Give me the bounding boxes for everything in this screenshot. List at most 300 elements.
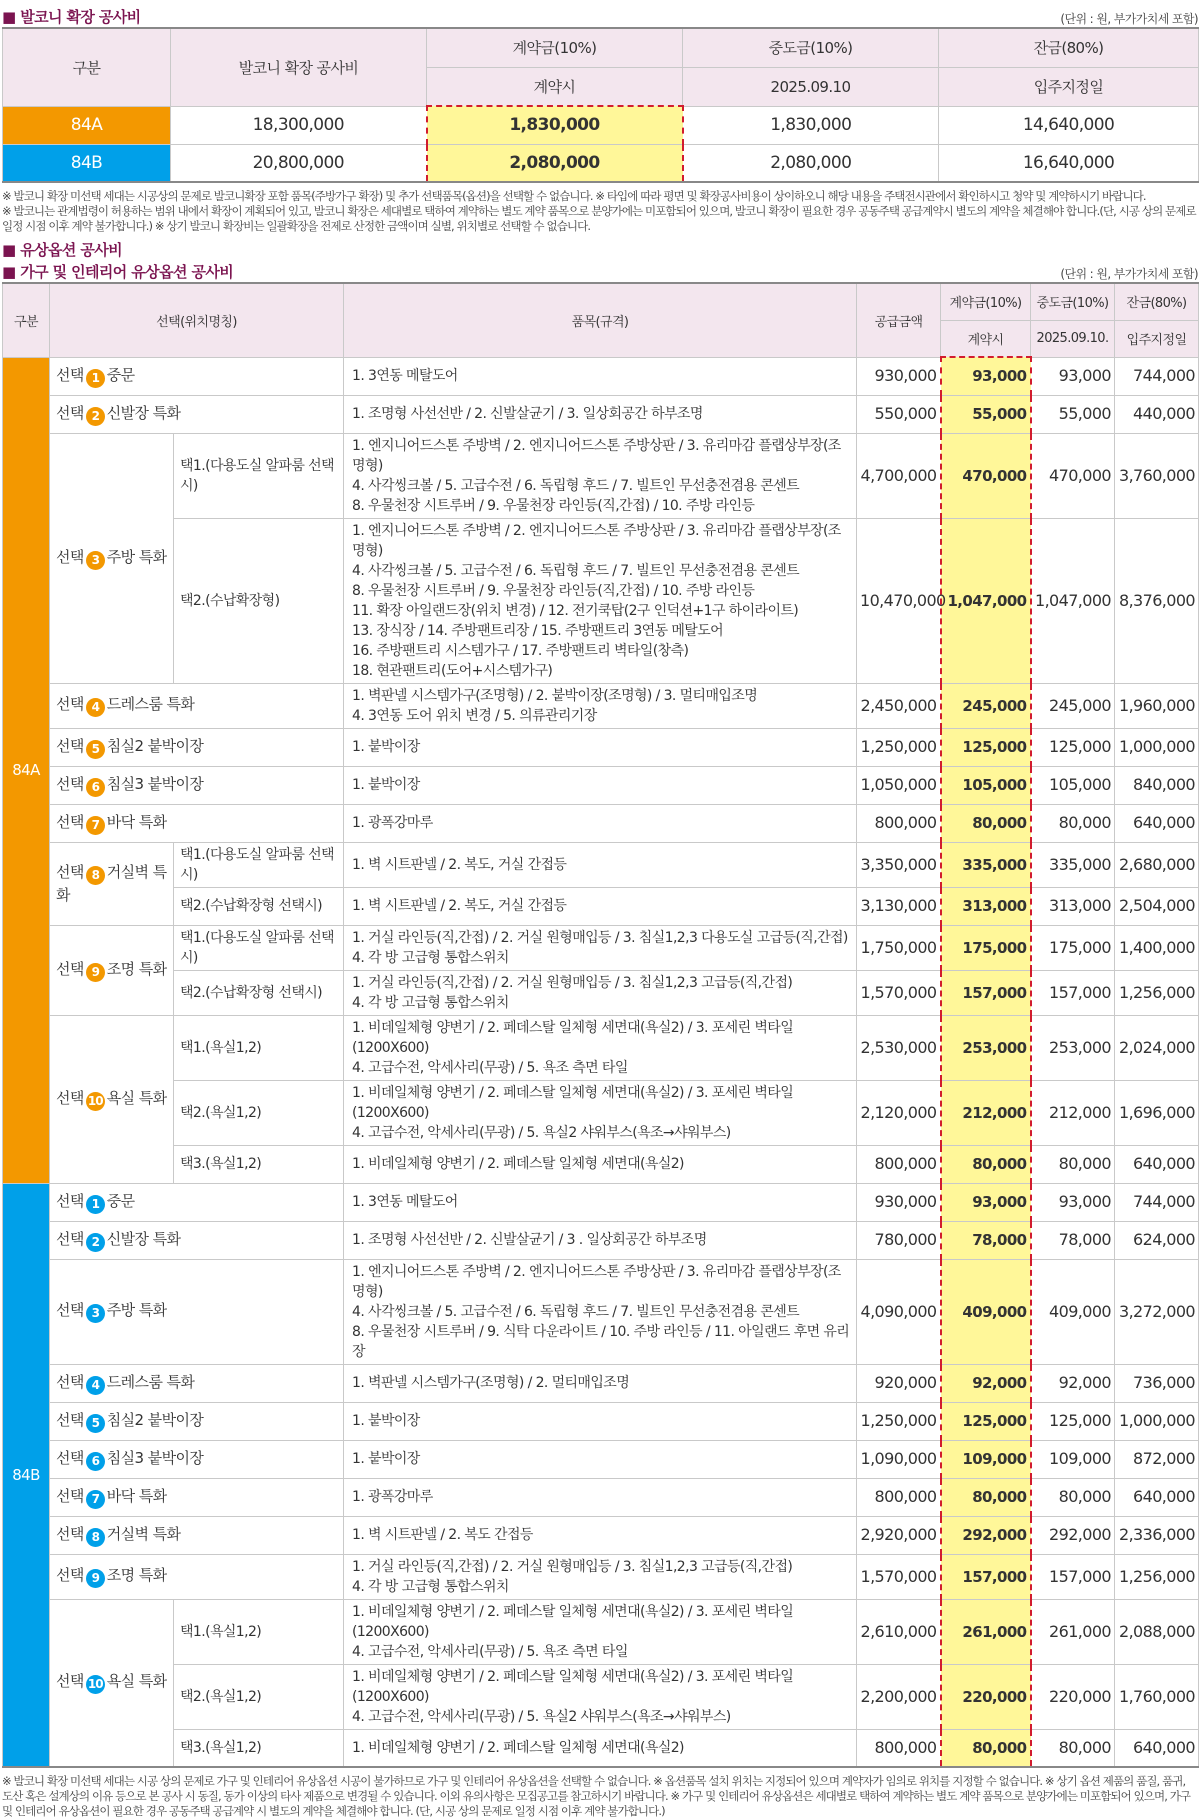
option-prefix: 선택 — [56, 1301, 84, 1319]
table-row — [3, 1402, 1199, 1440]
option-name: 신발장 특화 — [106, 1229, 181, 1248]
spec-line: 1. 비데일체형 양변기 / 2. 페데스탈 일체형 세면대(욕실2) — [352, 1156, 684, 1172]
middle-cell: 92,000 — [1031, 1364, 1115, 1402]
spec-line: 1. 거실 라인등(직,간접) / 2. 거실 원형매입등 / 3. 침실1,2,3 고급등(직,간접) — [352, 1558, 793, 1575]
header-deposit-when: 계약시 — [427, 67, 683, 106]
spec-cell — [344, 1599, 857, 1664]
header-spec: 품목(규격) — [344, 283, 857, 357]
option-name: 중문 — [106, 365, 135, 384]
option-name-cell — [50, 925, 174, 1015]
option-name: 침실2 붙박이장 — [106, 736, 204, 755]
option-number-badge: 3 — [86, 551, 105, 570]
header-middle-when: 2025.09.10 — [683, 67, 939, 106]
spec-cell — [344, 1664, 857, 1729]
middle-cell: 80,000 — [1031, 1145, 1115, 1183]
supply-cell: 3,350,000 — [857, 842, 941, 887]
spec-line: 4. 3연동 도어 위치 변경 / 5. 의류관리기장 — [352, 707, 597, 724]
header-type: 구분 — [3, 28, 171, 106]
supply-cell: 930,000 — [857, 357, 941, 395]
deposit-cell: 105,000 — [941, 766, 1031, 804]
balance-cell: 2,680,000 — [1115, 842, 1199, 887]
option-prefix: 선택 — [56, 1566, 84, 1584]
header-middle: 중도금(10%) — [683, 28, 939, 67]
table-row — [3, 970, 1199, 1015]
option-sub-cell: 택2.(수납확장형 선택시) — [174, 887, 344, 925]
spec-cell — [344, 395, 857, 433]
spec-cell — [344, 925, 857, 970]
middle-cell: 125,000 — [1031, 728, 1115, 766]
option-sub-cell: 택3.(욕실1,2) — [174, 1145, 344, 1183]
table-row — [3, 887, 1199, 925]
supply-cell: 2,450,000 — [857, 683, 941, 728]
header-cost: 발코니 확장 공사비 — [171, 28, 427, 106]
supply-cell: 2,610,000 — [857, 1599, 941, 1664]
spec-line: 1. 거실 라인등(직,간접) / 2. 거실 원형매입등 / 3. 침실1,2,3 다용도실 고급등(직,간접) — [352, 929, 848, 946]
deposit-cell: 92,000 — [941, 1364, 1031, 1402]
spec-cell — [344, 1015, 857, 1080]
header-deposit: 계약금(10%) — [427, 28, 683, 67]
option-sub-cell: 택2.(욕실1,2) — [174, 1080, 344, 1145]
option-name-cell — [50, 1599, 174, 1767]
option-name-cell — [50, 1402, 344, 1440]
type-cell: 84A — [3, 106, 171, 144]
table-row — [3, 683, 1199, 728]
balance-cell: 640,000 — [1115, 1145, 1199, 1183]
spec-line: 1. 붙박이장 — [352, 739, 420, 755]
spec-line: 1. 조명형 사선선반 / 2. 신발살균기 / 3. 일상회공간 하부조명 — [352, 406, 703, 422]
options-cost-table — [2, 282, 1199, 1768]
balance-cell: 640,000 — [1115, 1729, 1199, 1767]
spec-line: 1. 벽판넬 시스템가구(조명형) / 2. 멀티매입조명 — [352, 1375, 630, 1391]
balance-cell: 440,000 — [1115, 395, 1199, 433]
spec-cell — [344, 766, 857, 804]
deposit-cell: 2,080,000 — [427, 144, 683, 182]
header-balance-when: 입주지정일 — [1115, 320, 1199, 357]
middle-cell: 55,000 — [1031, 395, 1115, 433]
deposit-cell: 175,000 — [941, 925, 1031, 970]
balance-cell: 14,640,000 — [939, 106, 1199, 144]
option-name: 거실벽 특화 — [56, 863, 167, 904]
supply-cell: 2,120,000 — [857, 1080, 941, 1145]
spec-line: 1. 비데일체형 양변기 / 2. 페데스탈 일체형 세면대(욕실2) / 3. 포세린 벽타일(1200X600) — [352, 1603, 794, 1640]
option-prefix: 선택 — [56, 1524, 84, 1543]
option-prefix: 선택 — [56, 1372, 84, 1391]
balance-cell: 872,000 — [1115, 1440, 1199, 1478]
balance-cell: 1,000,000 — [1115, 1402, 1199, 1440]
deposit-cell: 157,000 — [941, 1554, 1031, 1599]
type-cell: 84B — [3, 1183, 50, 1767]
table-row — [3, 1729, 1199, 1767]
spec-cell — [344, 1364, 857, 1402]
balance-cell: 840,000 — [1115, 766, 1199, 804]
header-middle: 중도금(10%) — [1031, 283, 1115, 320]
supply-cell: 1,570,000 — [857, 970, 941, 1015]
balance-cell: 640,000 — [1115, 1478, 1199, 1516]
option-name-cell — [50, 1364, 344, 1402]
spec-cell — [344, 1183, 857, 1221]
middle-cell: 313,000 — [1031, 887, 1115, 925]
spec-line: 1. 붙박이장 — [352, 1413, 420, 1429]
option-number-badge: 5 — [86, 740, 105, 759]
option-name: 드레스룸 특화 — [106, 1372, 195, 1391]
deposit-cell: 80,000 — [941, 804, 1031, 842]
option-name: 중문 — [106, 1191, 135, 1210]
middle-cell: 157,000 — [1031, 970, 1115, 1015]
spec-cell — [344, 887, 857, 925]
table-row — [3, 106, 1199, 144]
cost-cell: 18,300,000 — [171, 106, 427, 144]
middle-cell: 175,000 — [1031, 925, 1115, 970]
supply-cell: 3,130,000 — [857, 887, 941, 925]
supply-cell: 2,530,000 — [857, 1015, 941, 1080]
option-sub-cell: 택1.(욕실1,2) — [174, 1599, 344, 1664]
supply-cell: 550,000 — [857, 395, 941, 433]
spec-cell — [344, 1440, 857, 1478]
option-sub-cell: 택1.(욕실1,2) — [174, 1015, 344, 1080]
spec-line: 4. 고급수전, 악세사리(무광) / 5. 욕실2 샤워부스(욕조→샤워부스) — [352, 1708, 731, 1725]
option-prefix: 선택 — [56, 774, 84, 793]
deposit-cell: 1,047,000 — [941, 518, 1031, 683]
table-row — [3, 1221, 1199, 1259]
spec-line: 11. 확장 아일랜드장(위치 변경) / 12. 전기쿡탑(2구 인덕션+1구 하이라이트) — [352, 602, 799, 619]
supply-cell: 4,090,000 — [857, 1259, 941, 1364]
supply-cell: 1,250,000 — [857, 1402, 941, 1440]
option-prefix: 선택 — [56, 1672, 84, 1691]
spec-line: 1. 비데일체형 양변기 / 2. 페데스탈 일체형 세면대(욕실2) — [352, 1739, 684, 1756]
balance-cell: 744,000 — [1115, 357, 1199, 395]
middle-cell: 125,000 — [1031, 1402, 1115, 1440]
header-deposit-when: 계약시 — [941, 320, 1031, 357]
option-sub-cell: 택3.(욕실1,2) — [174, 1729, 344, 1767]
middle-cell: 93,000 — [1031, 357, 1115, 395]
table-row — [3, 842, 1199, 887]
option-prefix: 선택 — [56, 1191, 84, 1210]
option-name: 욕실 특화 — [106, 1672, 167, 1691]
header-balance-when: 입주지정일 — [939, 67, 1199, 106]
option-name-cell — [50, 683, 344, 728]
table-row — [3, 1183, 1199, 1221]
spec-line: 1. 광폭강마루 — [352, 815, 433, 831]
option-sub-cell: 택1.(다용도실 알파룸 선택시) — [174, 433, 344, 518]
options-section-title: ■ 유상옵션 공사비 — [2, 241, 123, 259]
balance-cell: 1,256,000 — [1115, 1554, 1199, 1599]
type-cell: 84A — [3, 357, 50, 1183]
option-number-badge: 1 — [86, 369, 105, 388]
option-name-cell — [50, 395, 344, 433]
supply-cell: 10,470,000 — [857, 518, 941, 683]
middle-cell: 78,000 — [1031, 1221, 1115, 1259]
header-choice: 선택(위치명칭) — [50, 283, 344, 357]
table-row — [3, 395, 1199, 433]
balance-cell: 2,088,000 — [1115, 1599, 1199, 1664]
spec-line: 1. 엔지니어드스톤 주방벽 / 2. 엔지니어드스톤 주방상판 / 3. 유리마감 플랩상부장(조명형) — [352, 437, 841, 474]
table-row — [3, 728, 1199, 766]
deposit-cell: 80,000 — [941, 1729, 1031, 1767]
option-number-badge: 6 — [86, 1452, 105, 1471]
option-prefix: 선택 — [56, 863, 84, 881]
spec-cell — [344, 728, 857, 766]
spec-cell — [344, 804, 857, 842]
middle-cell: 1,047,000 — [1031, 518, 1115, 683]
spec-line: 1. 붙박이장 — [352, 1451, 420, 1467]
supply-cell: 800,000 — [857, 1729, 941, 1767]
table-row — [3, 1364, 1199, 1402]
supply-cell: 1,050,000 — [857, 766, 941, 804]
deposit-cell: 335,000 — [941, 842, 1031, 887]
spec-line: 1. 벽 시트판넬 / 2. 복도 간접등 — [352, 1527, 533, 1543]
option-number-badge: 6 — [86, 778, 105, 797]
option-number-badge: 8 — [86, 1528, 105, 1547]
option-name-cell — [50, 1015, 174, 1183]
spec-line: 4. 사각씽크볼 / 5. 고급수전 / 6. 독립형 후드 / 7. 빌트인 무선충전겸용 콘센트 — [352, 562, 800, 579]
spec-line: 1. 광폭강마루 — [352, 1489, 433, 1505]
middle-cell: 212,000 — [1031, 1080, 1115, 1145]
option-number-badge: 7 — [86, 816, 105, 835]
balance-cell: 1,696,000 — [1115, 1080, 1199, 1145]
spec-line: 13. 장식장 / 14. 주방팬트리장 / 15. 주방팬트리 3연동 메탈도어 — [352, 622, 724, 639]
middle-cell: 105,000 — [1031, 766, 1115, 804]
table-row — [3, 1259, 1199, 1364]
balcony-notes — [0, 183, 1200, 234]
option-name: 주방 특화 — [106, 1301, 167, 1319]
middle-cell: 80,000 — [1031, 1729, 1115, 1767]
option-name-cell — [50, 766, 344, 804]
option-name: 욕실 특화 — [106, 1088, 167, 1107]
deposit-cell: 409,000 — [941, 1259, 1031, 1364]
balcony-cost-table — [2, 27, 1199, 183]
deposit-cell: 55,000 — [941, 395, 1031, 433]
spec-cell — [344, 683, 857, 728]
option-name: 신발장 특화 — [106, 403, 181, 422]
option-name: 조명 특화 — [106, 1566, 167, 1584]
option-name-cell — [50, 1183, 344, 1221]
options-subsection-header — [0, 260, 1200, 282]
balance-cell: 2,336,000 — [1115, 1516, 1199, 1554]
option-name-cell — [50, 357, 344, 395]
option-prefix: 선택 — [56, 736, 84, 755]
option-name-cell — [50, 433, 174, 683]
spec-cell — [344, 518, 857, 683]
supply-cell: 1,090,000 — [857, 1440, 941, 1478]
deposit-cell: 313,000 — [941, 887, 1031, 925]
header-deposit: 계약금(10%) — [941, 283, 1031, 320]
balance-cell: 3,272,000 — [1115, 1259, 1199, 1364]
table-row — [3, 1554, 1199, 1599]
option-number-badge: 10 — [86, 1092, 105, 1111]
option-name-cell — [50, 1554, 344, 1599]
option-number-badge: 5 — [86, 1414, 105, 1433]
option-name-cell — [50, 1259, 344, 1364]
middle-cell: 109,000 — [1031, 1440, 1115, 1478]
spec-cell — [344, 1729, 857, 1767]
option-name: 바닥 특화 — [106, 812, 167, 831]
table-row — [3, 925, 1199, 970]
balance-cell: 744,000 — [1115, 1183, 1199, 1221]
option-name: 조명 특화 — [106, 959, 167, 978]
balance-cell: 1,400,000 — [1115, 925, 1199, 970]
balance-cell: 640,000 — [1115, 804, 1199, 842]
spec-cell — [344, 357, 857, 395]
option-name-cell — [50, 1221, 344, 1259]
option-sub-cell: 택1.(다용도실 알파룸 선택시) — [174, 842, 344, 887]
balance-cell: 736,000 — [1115, 1364, 1199, 1402]
options-unit-note: (단위 : 원, 부가가치세 포함) — [1060, 267, 1198, 281]
spec-line: 4. 고급수전, 악세사리(무광) / 5. 욕조 측면 타일 — [352, 1059, 628, 1076]
deposit-cell: 125,000 — [941, 1402, 1031, 1440]
table-row — [3, 1478, 1199, 1516]
spec-cell — [344, 970, 857, 1015]
spec-line: 1. 비데일체형 양변기 / 2. 페데스탈 일체형 세면대(욕실2) / 3. 포세린 벽타일(1200X600) — [352, 1019, 794, 1056]
spec-line: 4. 사각씽크볼 / 5. 고급수전 / 6. 독립형 후드 / 7. 빌트인 무선충전겸용 콘센트 — [352, 477, 800, 494]
option-number-badge: 10 — [86, 1675, 105, 1694]
deposit-cell: 93,000 — [941, 357, 1031, 395]
option-number-badge: 1 — [86, 1195, 105, 1214]
header-type: 구분 — [3, 283, 50, 357]
deposit-cell: 1,830,000 — [427, 106, 683, 144]
balance-cell: 16,640,000 — [939, 144, 1199, 182]
spec-line: 4. 각 방 고급형 통합스위치 — [352, 1578, 509, 1595]
option-name: 드레스룸 특화 — [106, 695, 195, 713]
balance-cell: 1,760,000 — [1115, 1664, 1199, 1729]
deposit-cell: 261,000 — [941, 1599, 1031, 1664]
spec-line: 1. 벽 시트판넬 / 2. 복도, 거실 간접등 — [352, 856, 567, 873]
option-name-cell — [50, 1516, 344, 1554]
options-section-header — [0, 240, 1200, 260]
deposit-cell: 109,000 — [941, 1440, 1031, 1478]
spec-cell — [344, 433, 857, 518]
option-name: 침실3 붙박이장 — [106, 1448, 204, 1467]
cost-cell: 20,800,000 — [171, 144, 427, 182]
supply-cell: 1,570,000 — [857, 1554, 941, 1599]
deposit-cell: 78,000 — [941, 1221, 1031, 1259]
option-prefix: 선택 — [56, 403, 84, 422]
spec-line: 1. 비데일체형 양변기 / 2. 페데스탈 일체형 세면대(욕실2) / 3. 포세린 벽타일(1200X600) — [352, 1668, 794, 1705]
option-prefix: 선택 — [56, 1088, 84, 1107]
deposit-cell: 93,000 — [941, 1183, 1031, 1221]
option-name-cell — [50, 842, 174, 925]
table-row — [3, 1664, 1199, 1729]
deposit-cell: 292,000 — [941, 1516, 1031, 1554]
option-prefix: 선택 — [56, 1448, 84, 1467]
spec-cell — [344, 1516, 857, 1554]
supply-cell: 930,000 — [857, 1183, 941, 1221]
spec-line: 1. 거실 라인등(직,간접) / 2. 거실 원형매입등 / 3. 침실1,2,3 고급등(직,간접) — [352, 974, 793, 991]
option-number-badge: 9 — [86, 1569, 105, 1588]
deposit-cell: 80,000 — [941, 1145, 1031, 1183]
balcony-section-header — [0, 0, 1200, 27]
option-prefix: 선택 — [56, 695, 84, 713]
option-prefix: 선택 — [56, 365, 84, 384]
balcony-note: ※ 발코니 확장 미선택 세대는 시공상의 문제로 발코니확장 포함 품목(주방가구 확장) 및 추가 선택품목(옵션)을 선택할 수 없습니다. ※ 타입에 따라 평면 및 확장공사비용이 상이하오니 해당 내용을 주택전시관에서 확인하시고 청약 및 계약하시기 바랍니다. — [2, 189, 1146, 203]
middle-cell: 261,000 — [1031, 1599, 1115, 1664]
middle-cell: 93,000 — [1031, 1183, 1115, 1221]
middle-cell: 80,000 — [1031, 804, 1115, 842]
table-row — [3, 1080, 1199, 1145]
option-number-badge: 4 — [86, 698, 105, 717]
supply-cell: 920,000 — [857, 1364, 941, 1402]
supply-cell: 2,200,000 — [857, 1664, 941, 1729]
spec-line: 4. 고급수전, 악세사리(무광) / 5. 욕실2 샤워부스(욕조→샤워부스) — [352, 1124, 731, 1141]
option-prefix: 선택 — [56, 959, 84, 978]
middle-cell: 292,000 — [1031, 1516, 1115, 1554]
deposit-cell: 157,000 — [941, 970, 1031, 1015]
spec-cell — [344, 1554, 857, 1599]
middle-cell: 157,000 — [1031, 1554, 1115, 1599]
balance-cell: 1,960,000 — [1115, 683, 1199, 728]
option-prefix: 선택 — [56, 1229, 84, 1248]
spec-cell — [344, 1478, 857, 1516]
spec-cell — [344, 1402, 857, 1440]
middle-cell: 245,000 — [1031, 683, 1115, 728]
options-notes: ※ 발코니 확장 미선택 세대는 시공 상의 문제로 가구 및 인테리어 유상옵션 시공이 불가하므로 가구 및 인테리어 유상옵션을 선택할 수 없습니다. ※ 옵션품목 설치 위치는 지정되어 있으며 계약자가 임의로 위치를 지정할 수 없습니다. ※ 상기 옵션 제품의 품질, 품귀, 도산 혹은 설계상의 이유 등으로 본 공사 시 동질, 동가 이상의 타사 제품으로 변경될 수 있습니다. 이외 유의사항은 모집공고를 참고하시기 바랍니다. ※ 가구 및 인테리어 유상옵션은 세대별로 택하여 계약하는 별도 계약 품목으로 분양가에는 미포함되어 있으며, 가구 및 인테리어 유상옵션이 필요한 경우 공동주택 공급계약 시 별도의 계약을 체결해야 합니다. (단, 시공 상의 문제로 일정 시점 이후 계약 불가합니다.) — [2, 1774, 1191, 1818]
spec-line: 1. 3연동 메탈도어 — [352, 1194, 458, 1210]
spec-cell — [344, 1221, 857, 1259]
deposit-cell: 253,000 — [941, 1015, 1031, 1080]
spec-cell — [344, 1259, 857, 1364]
middle-cell: 470,000 — [1031, 433, 1115, 518]
option-number-badge: 7 — [86, 1490, 105, 1509]
middle-cell: 253,000 — [1031, 1015, 1115, 1080]
deposit-cell: 80,000 — [941, 1478, 1031, 1516]
option-name: 바닥 특화 — [106, 1486, 167, 1505]
spec-line: 1. 조명형 사선선반 / 2. 신발살균기 / 3 . 일상회공간 하부조명 — [352, 1232, 707, 1248]
deposit-cell: 245,000 — [941, 683, 1031, 728]
balcony-unit-note: (단위 : 원, 부가가치세 포함) — [1060, 12, 1198, 26]
spec-line: 4. 사각씽크볼 / 5. 고급수전 / 6. 독립형 후드 / 7. 빌트인 무선충전겸용 콘센트 — [352, 1303, 800, 1320]
spec-line: 8. 우물천장 시트루버 / 9. 식탁 다운라이트 / 10. 주방 라인등 / 11. 아일랜드 후면 유리장 — [352, 1323, 850, 1360]
option-sub-cell: 택2.(수납확장형) — [174, 518, 344, 683]
supply-cell: 1,750,000 — [857, 925, 941, 970]
option-name: 거실벽 특화 — [106, 1524, 181, 1543]
type-cell: 84B — [3, 144, 171, 182]
balance-cell: 1,256,000 — [1115, 970, 1199, 1015]
spec-line: 4. 각 방 고급형 통합스위치 — [352, 949, 509, 966]
spec-line: 18. 현관팬트리(도어+시스템가구) — [352, 662, 553, 679]
spec-line: 4. 각 방 고급형 통합스위치 — [352, 994, 509, 1011]
middle-cell: 409,000 — [1031, 1259, 1115, 1364]
table-row — [3, 357, 1199, 395]
table-row — [3, 144, 1199, 182]
deposit-cell: 470,000 — [941, 433, 1031, 518]
balance-cell: 624,000 — [1115, 1221, 1199, 1259]
option-prefix: 선택 — [56, 1410, 84, 1429]
table-row — [3, 1145, 1199, 1183]
middle-cell: 80,000 — [1031, 1478, 1115, 1516]
option-name: 침실3 붙박이장 — [106, 774, 204, 793]
middle-cell: 220,000 — [1031, 1664, 1115, 1729]
spec-cell — [344, 1145, 857, 1183]
spec-cell — [344, 1080, 857, 1145]
supply-cell: 800,000 — [857, 1478, 941, 1516]
option-prefix: 선택 — [56, 1486, 84, 1505]
option-name: 침실2 붙박이장 — [106, 1410, 204, 1429]
option-number-badge: 9 — [86, 963, 105, 982]
balance-cell: 8,376,000 — [1115, 518, 1199, 683]
option-number-badge: 2 — [86, 407, 105, 426]
header-supply: 공급금액 — [857, 283, 941, 357]
option-number-badge: 3 — [86, 1304, 105, 1323]
option-name: 주방 특화 — [106, 547, 167, 566]
balance-cell: 2,504,000 — [1115, 887, 1199, 925]
balance-cell: 1,000,000 — [1115, 728, 1199, 766]
balance-cell: 2,024,000 — [1115, 1015, 1199, 1080]
deposit-cell: 125,000 — [941, 728, 1031, 766]
option-sub-cell: 택1.(다용도실 알파룸 선택시) — [174, 925, 344, 970]
option-sub-cell: 택2.(욕실1,2) — [174, 1664, 344, 1729]
option-name-cell — [50, 1440, 344, 1478]
supply-cell: 2,920,000 — [857, 1516, 941, 1554]
spec-line: 4. 고급수전, 악세사리(무광) / 5. 욕조 측면 타일 — [352, 1643, 628, 1660]
